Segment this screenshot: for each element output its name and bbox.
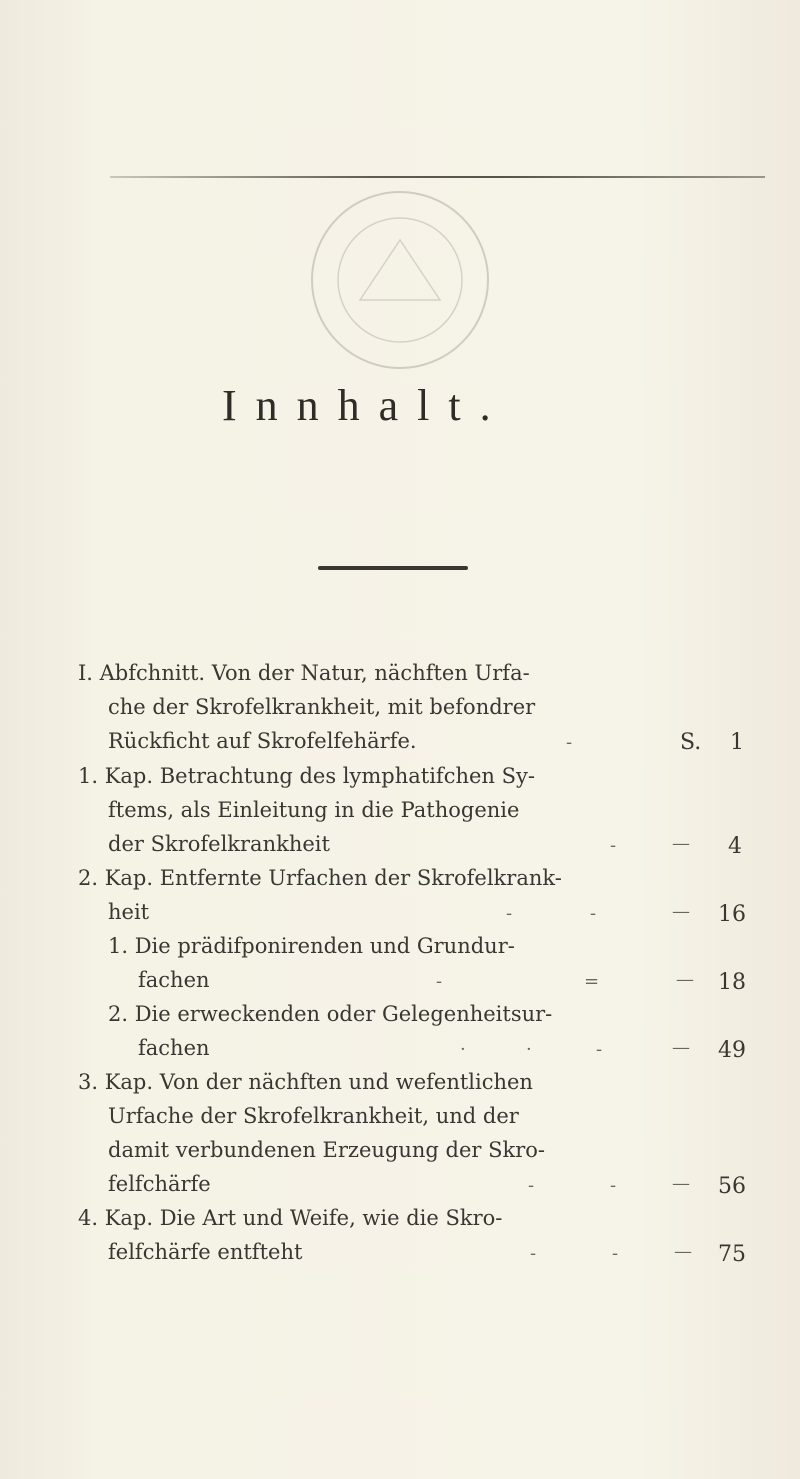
- toc-line: 1. Kap. Betrachtung des lymphatifchen Sy-: [78, 764, 535, 788]
- toc-line: Urfache der Skrofelkrankheit, und der: [108, 1104, 519, 1128]
- page-number: 75: [718, 1242, 746, 1267]
- leader-dash: -: [566, 732, 573, 753]
- toc-line: damit verbundenen Erzeugung der Skro-: [108, 1138, 546, 1162]
- leader-dash: -: [596, 1039, 603, 1060]
- leader-dash: =: [584, 971, 600, 992]
- toc-line: fachen: [138, 968, 210, 992]
- page-prefix: S.: [680, 730, 702, 755]
- toc-line: heit: [108, 900, 150, 924]
- toc-line: 1. Die prädifponirenden und Grundur-: [108, 934, 515, 958]
- page-number: 1: [730, 730, 744, 755]
- toc-line: Rückficht auf Skrofelfehärfe.: [108, 729, 417, 753]
- page-number: 4: [728, 834, 742, 859]
- leader-dash: -: [506, 903, 513, 924]
- page-number: 16: [718, 902, 746, 927]
- leader-dash: —: [676, 969, 694, 990]
- leader-dash: -: [610, 835, 617, 856]
- leader-dash: —: [674, 1241, 692, 1262]
- toc-line: 4. Kap. Die Art und Weife, wie die Skro-: [78, 1206, 503, 1230]
- page-number: 56: [718, 1174, 746, 1199]
- toc-line: felfchärfe entfteht: [108, 1240, 303, 1264]
- toc-line: I. Abfchnitt. Von der Natur, nächften Urfa-: [78, 661, 530, 685]
- leader-dash: -: [528, 1175, 535, 1196]
- leader-dash: -: [610, 1175, 617, 1196]
- leader-dash: -: [436, 971, 443, 992]
- toc-line: der Skrofelkrankheit: [108, 832, 330, 856]
- leader-dash: —: [672, 1173, 690, 1194]
- leader-dash: ·: [526, 1039, 532, 1060]
- toc-line: che der Skrofelkrankheit, mit befondrer: [108, 695, 536, 719]
- toc-line: 2. Kap. Entfernte Urfachen der Skrofelkrank-: [78, 866, 562, 890]
- toc-line: fachen: [138, 1036, 210, 1060]
- page-title: Innhalt.: [222, 381, 510, 430]
- leader-dash: -: [590, 903, 597, 924]
- page-number: 18: [718, 970, 746, 995]
- toc-line: felfchärfe: [108, 1172, 211, 1196]
- leader-dash: ·: [460, 1039, 466, 1060]
- toc-line: ftems, als Einleitung in die Pathogenie: [108, 798, 520, 822]
- leader-dash: -: [612, 1243, 619, 1264]
- toc-line: 3. Kap. Von der nächften und wefentlichen: [78, 1070, 533, 1094]
- page-number: 49: [718, 1038, 746, 1063]
- leader-dash: —: [672, 901, 690, 922]
- leader-dash: -: [530, 1243, 537, 1264]
- leader-dash: —: [672, 1037, 690, 1058]
- leader-dash: —: [672, 833, 690, 854]
- toc-line: 2. Die erweckenden oder Gelegenheitsur-: [108, 1002, 553, 1026]
